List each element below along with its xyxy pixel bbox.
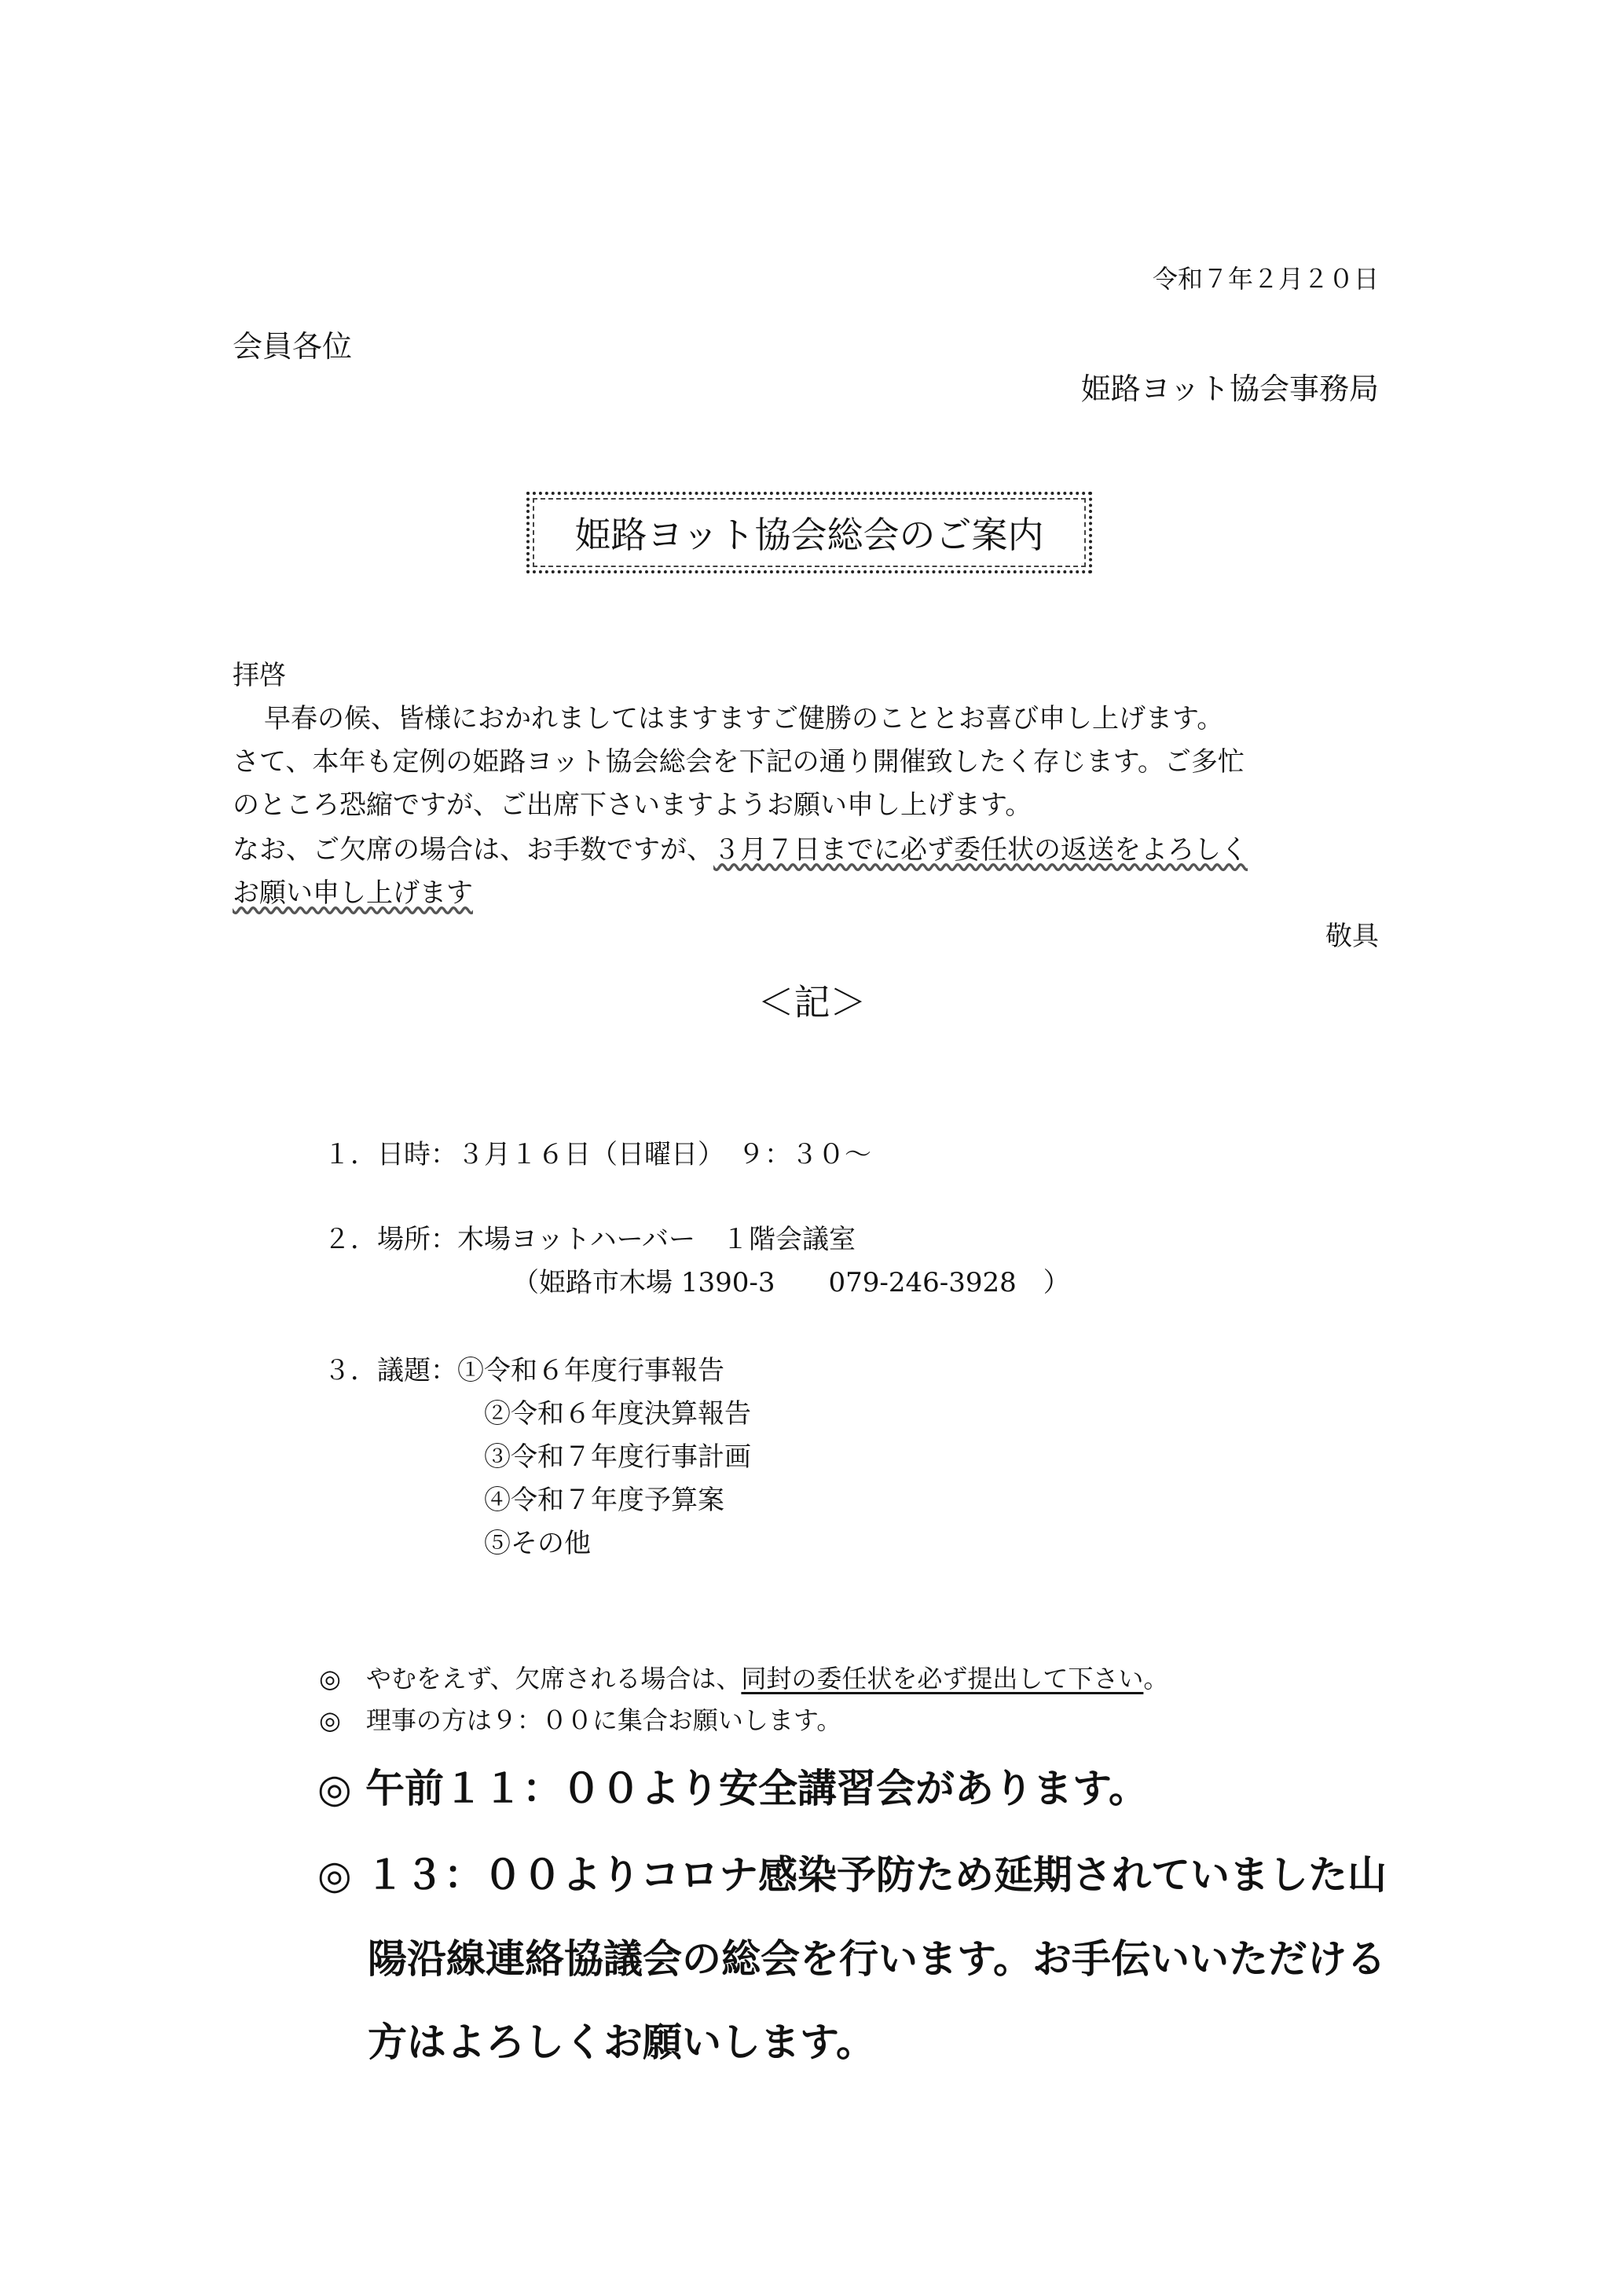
note-directors: ◎ 理事の方は９：００に集合お願いします。 [319,1705,842,1735]
body-line-4-text: なお、ご欠席の場合は、お手数ですが、 [233,834,713,866]
note-council-meeting-line-2: 陽沿線連絡協議会の総会を行います。お手伝いいただける [368,1935,1386,1982]
agenda-label: ３．議題： [324,1355,457,1386]
body-line-4 [233,833,1248,867]
item-agenda [324,1353,724,1388]
sender: 姫路ヨット協会事務局 [1080,372,1379,406]
body-line-3: のところ恐縮ですが、ご出席下さいますようお願い申し上げます。 [233,789,1032,821]
body-line-1: 早春の候、皆様におかれましてはますますご健勝のこととお喜び申し上げます。 [264,703,1224,734]
item-datetime: １．日時：３月１６日（日曜日） ９：３０～ [324,1139,871,1170]
note-council-meeting-line-3: 方はよろしくお願いします。 [368,2019,875,2065]
proxy-deadline-underlined: ３月７日までに必ず委任状の返送をよろしく [713,834,1248,866]
note-absence [319,1659,1168,1695]
agenda-item: ③令和７年度行事計画 [484,1441,751,1473]
agenda-item: ④令和７年度予算案 [484,1485,724,1516]
item-location-address: （姫路市木場 1390-3 079-246-3928 ） [512,1267,1070,1298]
document-title [526,492,1092,573]
document-title-text: 姫路ヨット協会総会のご案内 [574,514,1044,556]
proxy-deadline-underlined-cont: お願い申し上げます [233,877,473,909]
note-safety-seminar: ◎ 午前１１：００より安全講習会があります。 [317,1765,1149,1811]
body-line-2: さて、本年も定例の姫路ヨット協会総会を下記の通り開催致したく存じます。ご多忙 [233,746,1245,778]
closing-salutation: 敬具 [1325,921,1379,952]
agenda-item: ⑤その他 [484,1528,591,1559]
addressee: 会員各位 [233,329,353,364]
note-absence-text: ◎ やむをえず、欠席される場合は、 [319,1664,742,1694]
note-absence-suffix: 。 [1143,1664,1169,1694]
note-council-meeting-line-1: ◎ １３：００よりコロナ感染予防ため延期されていました山 [317,1851,1388,1898]
document-date: 令和７年２月２０日 [1152,264,1379,294]
item-location: ２．場所：木場ヨットハーバー １階会議室 [324,1224,856,1255]
agenda-item: ②令和６年度決算報告 [484,1398,751,1430]
ki-heading: ＜記＞ [757,981,867,1023]
agenda-item: ①令和６年度行事報告 [457,1355,724,1386]
opening-greeting: 拝啓 [233,660,286,691]
body-line-5 [233,876,473,910]
note-absence-underlined: 同封の委任状を必ず提出して下さい [741,1664,1144,1694]
